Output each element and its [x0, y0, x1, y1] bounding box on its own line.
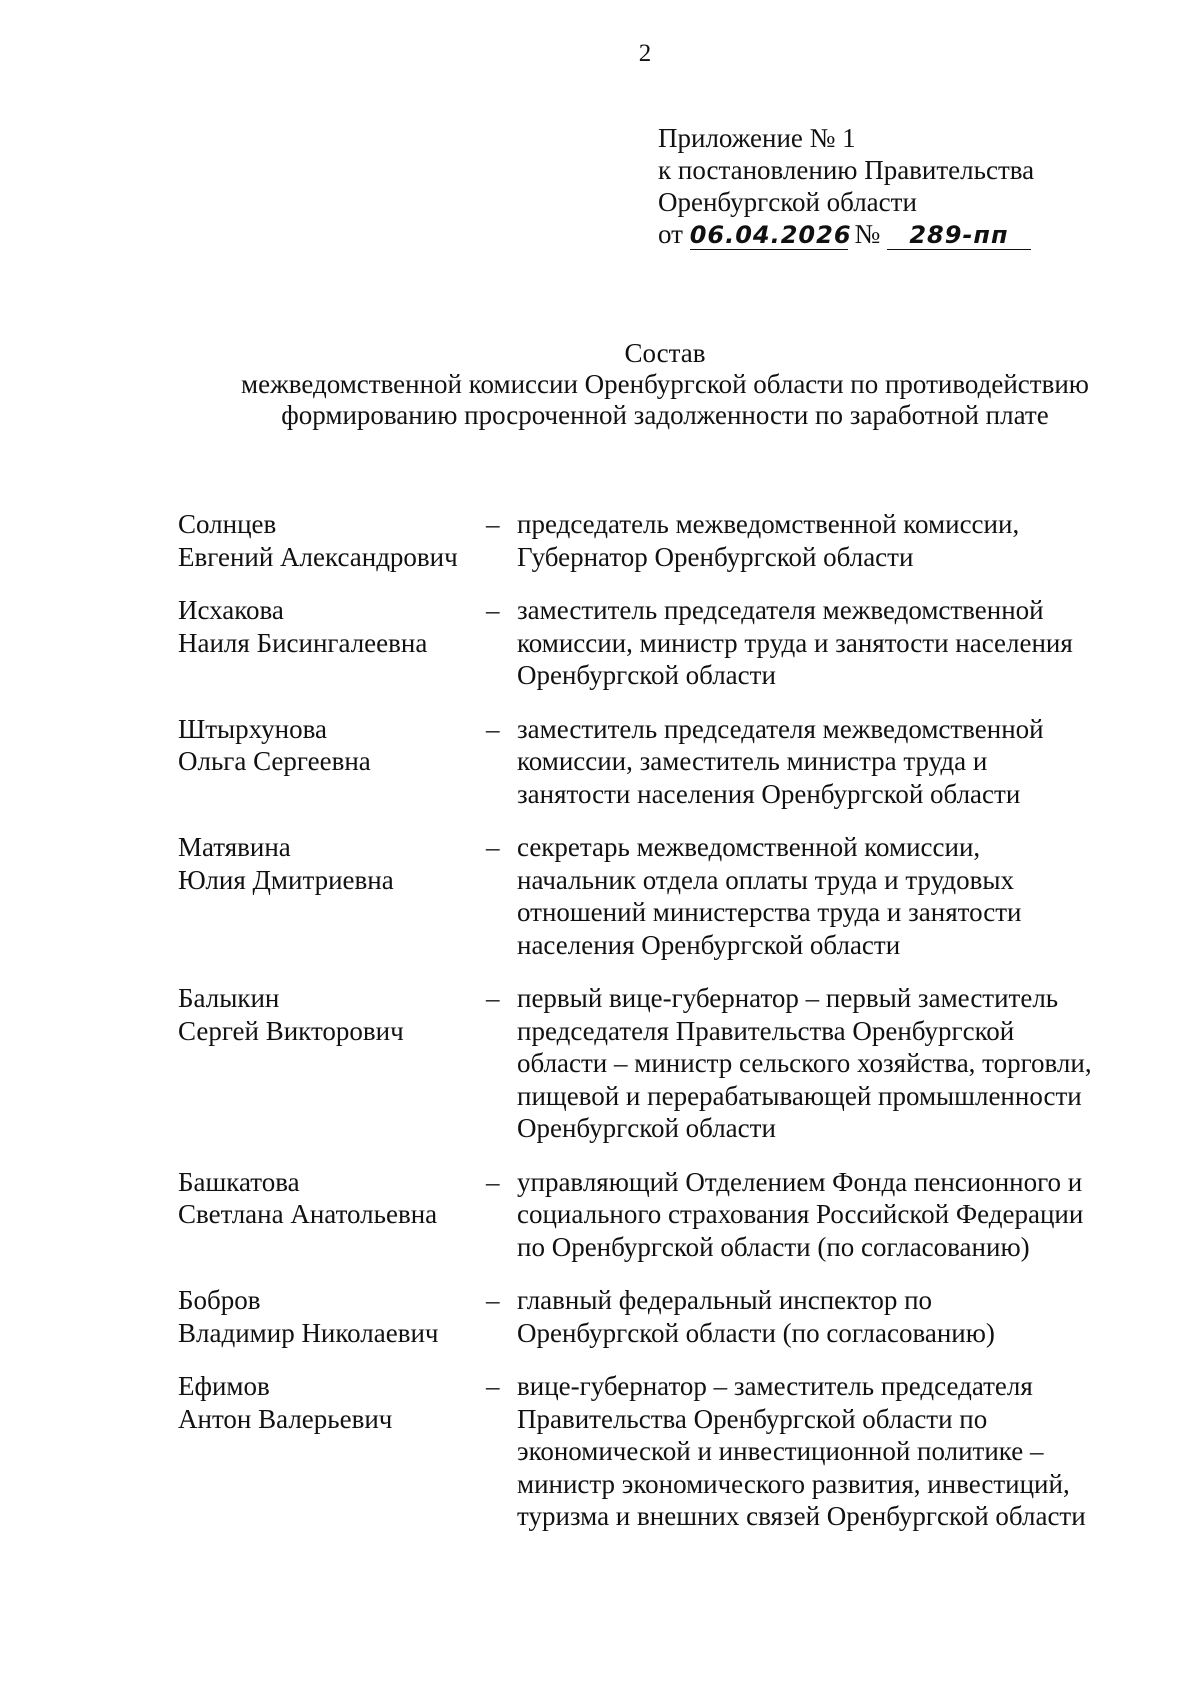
member-role-line: председатель межведомственной комиссии,: [517, 509, 1020, 539]
member-name: [178, 594, 486, 692]
member-dash: –: [486, 595, 500, 625]
member-row: [178, 1284, 1138, 1349]
members-list: [178, 508, 1138, 1554]
member-role: [517, 594, 1138, 692]
member-given-names: Наиля Бисингалеевна: [178, 627, 428, 658]
member-surname: Бобров: [178, 1285, 261, 1315]
member-row: [178, 1370, 1138, 1533]
member-dash: –: [486, 1371, 500, 1401]
member-role-line: занятости населения Оренбургской области: [517, 778, 1021, 809]
member-surname: Балыкин: [178, 983, 280, 1013]
member-dash: –: [486, 713, 500, 744]
member-given-names: Владимир Николаевич: [178, 1317, 439, 1348]
appendix-title: Приложение № 1: [658, 123, 856, 153]
title-line-2: межведомственной комиссии Оренбургской области по противодействию: [241, 369, 1089, 399]
member-row: [178, 508, 1138, 573]
member-dash: –: [486, 509, 500, 539]
member-surname: Ефимов: [178, 1371, 270, 1401]
member-role-line: комиссии, министр труда и занятости населения: [517, 627, 1073, 658]
appendix-reference: к постановлению Правительства: [658, 155, 1035, 185]
title-line-3: формированию просроченной задолженности по заработной плате: [281, 400, 1049, 430]
member-role-line: министр экономического развития, инвестиций,: [517, 1468, 1070, 1499]
member-role-line: населения Оренбургской области: [517, 929, 901, 960]
member-role: [517, 831, 1138, 961]
member-role: [517, 713, 1138, 811]
member-role: [517, 508, 1138, 573]
title-line-1: Состав: [624, 338, 706, 368]
member-role-line: пищевой и перерабатывающей промышленности: [517, 1080, 1082, 1111]
member-role-line: председателя Правительства Оренбургской: [517, 1015, 1015, 1046]
member-name: [178, 982, 486, 1145]
member-role-line: заместитель председателя межведомственной: [517, 713, 1044, 744]
member-name: [178, 713, 486, 811]
appendix-date-number: [658, 218, 1034, 250]
member-given-names: Сергей Викторович: [178, 1015, 404, 1046]
member-surname: Исхакова: [178, 595, 284, 625]
member-role-line: Оренбургской области: [517, 1113, 776, 1143]
member-role: [517, 982, 1138, 1145]
member-row: [178, 982, 1138, 1145]
member-role: [517, 1166, 1138, 1264]
member-row: [178, 594, 1138, 692]
page-number: 2: [638, 40, 652, 67]
member-name: [178, 1166, 486, 1264]
handwritten-date: 06.04.2026: [689, 221, 852, 249]
appendix-header: [658, 122, 1034, 250]
member-row: [178, 713, 1138, 811]
member-row: [178, 1166, 1138, 1264]
member-given-names: Антон Валерьевич: [178, 1403, 393, 1434]
member-surname: Штырхунова: [178, 713, 327, 744]
member-role-line: главный федеральный инспектор по: [517, 1285, 933, 1315]
member-given-names: Юлия Дмитриевна: [178, 864, 394, 895]
member-role-line: отношений министерства труда и занятости: [517, 897, 1022, 927]
member-surname: Башкатова: [178, 1166, 300, 1197]
document-title: [0, 338, 1200, 431]
number-prefix: №: [854, 219, 881, 249]
member-role-line: Губернатор Оренбургской области: [517, 541, 914, 572]
member-role-line: комиссии, заместитель министра труда и: [517, 746, 988, 776]
member-role-line: управляющий Отделением Фонда пенсионного и: [517, 1166, 1083, 1197]
member-role-line: Правительства Оренбургской области по: [517, 1403, 988, 1434]
member-role-line: заместитель председателя межведомственной: [517, 595, 1044, 625]
member-role-line: вице-губернатор – заместитель председателя: [517, 1371, 1033, 1401]
member-given-names: Евгений Александрович: [178, 541, 458, 572]
member-role-line: социального страхования Российской Федерации: [517, 1199, 1084, 1229]
member-surname: Солнцев: [178, 509, 277, 539]
member-role-line: начальник отдела оплаты труда и трудовых: [517, 864, 1015, 895]
member-role-line: Оренбургской области (по согласованию): [517, 1317, 995, 1348]
member-role-line: первый вице-губернатор – первый заместитель: [517, 983, 1059, 1013]
member-row: [178, 831, 1138, 961]
member-role: [517, 1370, 1138, 1533]
member-name: [178, 831, 486, 961]
member-dash: –: [486, 832, 500, 862]
member-dash: –: [486, 983, 500, 1013]
member-role-line: секретарь межведомственной комиссии,: [517, 832, 981, 862]
member-dash: –: [486, 1166, 500, 1197]
member-name: [178, 508, 486, 573]
member-role: [517, 1284, 1138, 1349]
member-role-line: по Оренбургской области (по согласованию): [517, 1231, 1030, 1262]
date-prefix: от: [658, 219, 683, 249]
member-given-names: Ольга Сергеевна: [178, 746, 371, 776]
handwritten-number: 289-пп: [887, 221, 1031, 250]
member-role-line: экономической и инвестиционной политике –: [517, 1436, 1044, 1466]
member-role-line: области – министр сельского хозяйства, торговли,: [517, 1048, 1092, 1078]
member-role-line: туризма и внешних связей Оренбургской области: [517, 1501, 1086, 1531]
member-given-names: Светлана Анатольевна: [178, 1199, 438, 1229]
appendix-region: Оренбургской области: [658, 187, 917, 217]
member-role-line: Оренбургской области: [517, 660, 776, 690]
member-dash: –: [486, 1285, 500, 1315]
member-name: [178, 1284, 486, 1349]
member-name: [178, 1370, 486, 1533]
member-surname: Матявина: [178, 832, 291, 862]
